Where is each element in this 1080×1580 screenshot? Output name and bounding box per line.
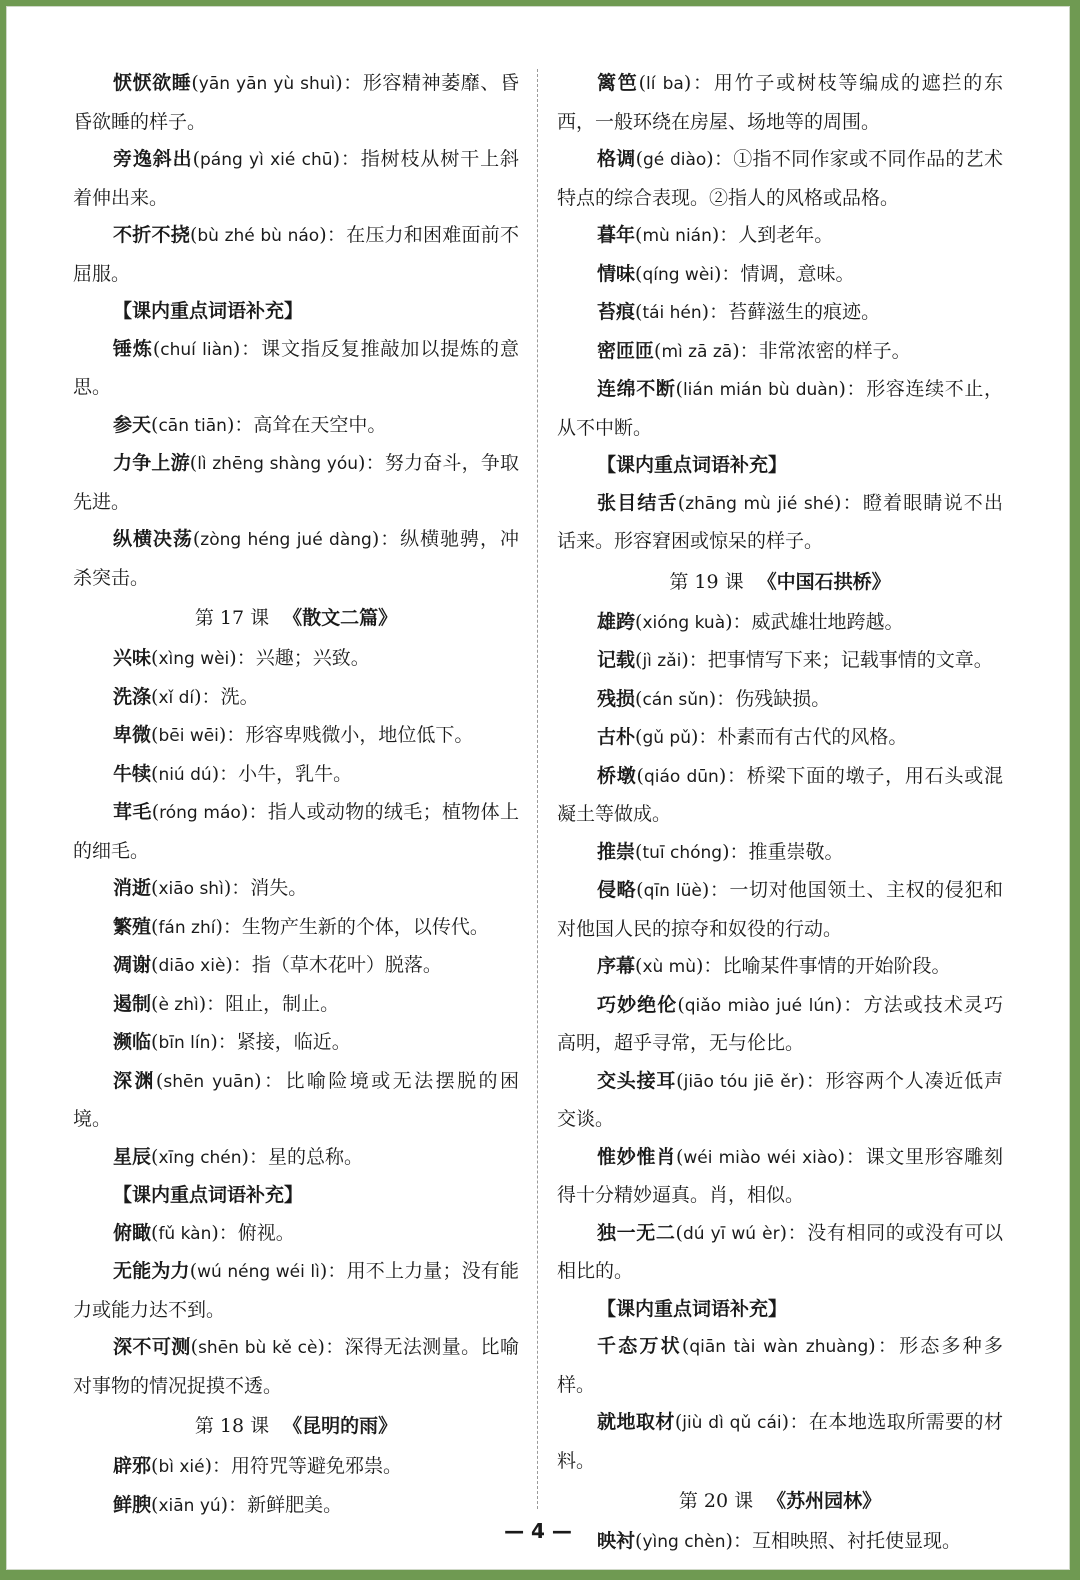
vocab-entry: 遏制(è zhì)：阻止，制止。: [113, 992, 340, 1015]
vocab-term: 残损: [597, 687, 636, 710]
vocab-entry: 牛犊(niú dú)：小牛，乳牛。: [113, 762, 353, 785]
vocab-term: 辟邪: [113, 1455, 152, 1477]
left-column: [73, 65, 519, 1525]
vocab-entry: 独一无二(dú yī wú èr)：没有相同的或没有可以相比的。: [557, 1221, 1003, 1282]
vocab-term: 格调: [597, 148, 636, 170]
vocab-entry: 映衬(yìng chèn)：互相映照、衬托使显现。: [597, 1530, 961, 1552]
vocab-definition: 兴趣；兴致。: [255, 647, 370, 669]
vocab-pinyin: è zhì: [158, 994, 199, 1015]
page-number: — 4 —: [504, 1519, 572, 1543]
vocab-definition: 情调，意味。: [740, 262, 855, 285]
vocab-term: 凋谢: [113, 954, 152, 976]
vocab-entry: 星辰(xīng chén)：星的总称。: [113, 1145, 363, 1168]
vocab-term: 连绵不断: [597, 378, 676, 400]
vocab-term: 推崇: [597, 840, 636, 863]
vocab-entry: 情味(qíng wèi)：情调，意味。: [597, 262, 855, 285]
vocab-definition: 形容连续不止，从不中断。: [557, 378, 1003, 439]
vocab-term: 雄跨: [597, 610, 636, 633]
lesson-title: 《昆明的雨》: [283, 1415, 398, 1437]
vocab-term: 俯瞰: [113, 1221, 152, 1244]
vocab-definition: 新鲜肥美。: [247, 1493, 343, 1516]
vocab-entry: 交头接耳(jiāo tóu jiē ěr)：形容两个人凑近低声交谈。: [557, 1069, 1003, 1130]
vocab-definition: 形容两个人凑近低声交谈。: [557, 1069, 1003, 1130]
vocab-definition: 瞪着眼睛说不出话来。形容窘困或惊呆的样子。: [557, 491, 1003, 552]
vocab-pinyin: gé diào: [643, 150, 707, 170]
vocab-pinyin: cán sǔn: [642, 689, 709, 710]
lesson-title: 《中国石拱桥》: [757, 570, 891, 593]
vocab-term: 桥墩: [597, 764, 637, 787]
vocab-definition: 互相映照、衬托使显现。: [751, 1530, 961, 1552]
vocab-term: 古朴: [597, 726, 636, 748]
vocab-pinyin: mì zā zā: [661, 341, 733, 362]
vocab-entry: 无能为力(wú néng wéi lì)：用不上力量；没有能力或能力达不到。: [73, 1260, 519, 1321]
vocab-definition: 苔藓滋生的痕迹。: [728, 301, 881, 323]
vocab-entry: 苔痕(tái hén)：苔藓滋生的痕迹。: [597, 301, 881, 323]
vocab-term: 张目结舌: [597, 491, 678, 514]
vocab-entry: 记载(jì zǎi)：把事情写下来；记载事情的文章。: [597, 649, 993, 671]
vocab-definition: 威武雄壮地跨越。: [751, 610, 904, 633]
vocab-term: 映衬: [597, 1530, 636, 1552]
vocab-definition: 方法或技术灵巧高明，超乎寻常，无与伦比。: [557, 993, 1003, 1054]
vocab-pinyin: gǔ pǔ: [642, 728, 691, 748]
vocab-pinyin: qiǎo miào jué lún: [684, 995, 835, 1016]
vocab-term: 锤炼: [113, 337, 153, 360]
vocab-pinyin: niú dú: [158, 764, 212, 785]
vocab-pinyin: zòng héng jué dàng: [200, 530, 372, 550]
vocab-pinyin: wéi miào wéi xiào: [683, 1147, 838, 1168]
vocab-entry: 桥墩(qiáo dūn)：桥梁下面的墩子，用石头或混凝土等做成。: [557, 764, 1003, 825]
vocab-term: 遏制: [113, 992, 152, 1015]
vocab-pinyin: zhāng mù jié shé: [685, 493, 835, 514]
vocab-definition: 用符咒等避免邪祟。: [231, 1455, 403, 1477]
vocab-pinyin: róng máo: [159, 803, 241, 823]
vocab-pinyin: fǔ kàn: [158, 1223, 212, 1244]
vocab-term: 力争上游: [113, 452, 190, 474]
supplement-heading: 【课内重点词语补充】: [597, 1297, 788, 1320]
vocab-definition: 朴素而有古代的风格。: [717, 726, 908, 748]
vocab-entry: 洗涤(xǐ dí)：洗。: [113, 685, 259, 708]
vocab-entry: 惟妙惟肖(wéi miào wéi xiào)：课文里形容雕刻得十分精妙逼真。肖，相似。: [557, 1145, 1003, 1206]
vocab-pinyin: lí ba: [646, 74, 684, 94]
vocab-definition: 在压力和困难面前不屈服。: [73, 224, 519, 285]
vocab-entry: 俯瞰(fǔ kàn)：俯视。: [113, 1221, 295, 1244]
vocab-term: 兴味: [113, 647, 152, 669]
vocab-term: 不折不挠: [113, 224, 190, 246]
lesson-heading: [557, 1480, 1003, 1523]
vocab-pinyin: fán zhí: [158, 917, 216, 938]
vocab-pinyin: qiān tài wàn zhuàng: [689, 1337, 869, 1357]
vocab-pinyin: qíng wèi: [642, 264, 715, 285]
vocab-pinyin: tuī chóng: [642, 842, 723, 863]
vocab-entry: 深不可测(shēn bù kě cè)：深得无法测量。比喻对事物的情况捉摸不透。: [73, 1336, 519, 1397]
vocab-term: 纵横决荡: [113, 528, 193, 550]
vocab-entry: 不折不挠(bù zhé bù náo)：在压力和困难面前不屈服。: [73, 224, 519, 285]
vocab-pinyin: páng yì xié chū: [199, 150, 333, 170]
vocab-term: 鲜腴: [113, 1493, 152, 1516]
vocab-definition: 阻止，制止。: [225, 992, 340, 1015]
column-divider: [537, 69, 538, 1509]
right-column: [557, 65, 1003, 1562]
vocab-term: 消逝: [113, 877, 152, 899]
vocab-definition: 努力奋斗，争取先进。: [73, 452, 519, 513]
vocab-term: 星辰: [113, 1145, 152, 1168]
vocab-entry: 凋谢(diāo xiè)：指（草木花叶）脱落。: [113, 954, 442, 976]
vocab-term: 濒临: [113, 1031, 152, 1053]
vocab-pinyin: xiāo shì: [158, 879, 224, 899]
vocab-pinyin: diāo xiè: [158, 956, 226, 976]
vocab-pinyin: lián mián bù duàn: [682, 380, 839, 400]
vocab-term: 参天: [113, 413, 152, 436]
vocab-entry: 旁逸斜出(páng yì xié chū)：指树枝从树干上斜着伸出来。: [73, 148, 519, 209]
vocab-pinyin: yān yān yù shuì: [198, 74, 336, 94]
vocab-pinyin: xiān yú: [158, 1495, 221, 1516]
vocab-entry: 力争上游(lì zhēng shàng yóu)：努力奋斗，争取先进。: [73, 452, 519, 513]
vocab-entry: 侵略(qīn lüè)：一切对他国领土、主权的侵犯和对他国人民的掠夺和奴役的行动。: [557, 879, 1003, 940]
vocab-term: 牛犊: [113, 762, 152, 785]
vocab-term: 深不可测: [113, 1336, 191, 1358]
lesson-heading: [73, 1405, 519, 1448]
vocab-definition: 紧接，临近。: [236, 1031, 351, 1053]
lesson-number: 第 17 课: [194, 607, 270, 629]
vocab-term: 茸毛: [113, 801, 152, 823]
vocab-term: 记载: [597, 649, 636, 671]
vocab-definition: 指（草木花叶）脱落。: [251, 954, 442, 976]
vocab-entry: 雄跨(xióng kuà)：威武雄壮地跨越。: [597, 610, 904, 633]
vocab-pinyin: bù zhé bù náo: [197, 226, 320, 246]
vocab-entry: 就地取材(jiù dì qǔ cái)：在本地选取所需要的材料。: [557, 1411, 1003, 1472]
vocab-pinyin: xìng wèi: [158, 649, 230, 669]
vocab-term: 苔痕: [597, 301, 636, 323]
vocab-entry: 锤炼(chuí liàn)：课文指反复推敲加以提炼的意思。: [73, 337, 519, 398]
vocab-pinyin: bīn lín: [158, 1033, 211, 1053]
supplement-heading: 【课内重点词语补充】: [113, 300, 304, 322]
vocab-pinyin: jiāo tóu jiē ěr: [683, 1071, 798, 1092]
vocab-definition: 用竹子或树枝等编成的遮拦的东西，一般环绕在房屋、场地等的周围。: [557, 72, 1003, 133]
lesson-number: 第 19 课: [669, 570, 744, 593]
vocab-entry: 序幕(xù mù)：比喻某件事情的开始阶段。: [597, 955, 951, 977]
lesson-title: 《散文二篇》: [283, 607, 398, 629]
vocab-entry: 恹恹欲睡(yān yān yù shuì)：形容精神萎靡、昏昏欲睡的样子。: [73, 72, 519, 133]
vocab-entry: 推崇(tuī chóng)：推重崇敬。: [597, 840, 844, 863]
vocab-term: 序幕: [597, 955, 636, 977]
vocab-definition: 比喻某件事情的开始阶段。: [722, 955, 951, 977]
vocab-pinyin: dú yī wú èr: [682, 1223, 780, 1244]
vocab-entry: 鲜腴(xiān yú)：新鲜肥美。: [113, 1493, 343, 1516]
vocab-definition: 洗。: [220, 685, 259, 708]
vocab-entry: 古朴(gǔ pǔ)：朴素而有古代的风格。: [597, 726, 908, 748]
vocab-definition: 小牛，乳牛。: [238, 762, 353, 785]
lesson-heading: [73, 597, 519, 640]
vocab-definition: 生物产生新的个体，以传代。: [241, 915, 489, 938]
vocab-pinyin: xīng chén: [158, 1147, 242, 1168]
vocab-definition: 指人或动物的绒毛；植物体上的细毛。: [73, 801, 519, 862]
vocab-term: 情味: [597, 262, 636, 285]
vocab-definition: 纵横驰骋，冲杀突击。: [73, 528, 519, 589]
vocab-pinyin: qiáo dūn: [643, 766, 719, 787]
vocab-entry: 篱笆(lí ba)：用竹子或树枝等编成的遮拦的东西，一般环绕在房屋、场地等的周围。: [557, 72, 1003, 133]
vocab-entry: 格调(gé diào)：①指不同作家或不同作品的艺术特点的综合表现。②指人的风格或品格。: [557, 148, 1003, 209]
vocab-entry: 张目结舌(zhāng mù jié shé)：瞪着眼睛说不出话来。形容窘困或惊呆的样子。: [557, 491, 1003, 552]
vocab-entry: 千态万状(qiān tài wàn zhuàng)：形态多种多样。: [557, 1335, 1003, 1396]
vocab-definition: 形容精神萎靡、昏昏欲睡的样子。: [73, 72, 519, 133]
vocab-term: 巧妙绝伦: [597, 993, 678, 1016]
vocab-term: 篱笆: [597, 72, 639, 94]
supplement-heading: 【课内重点词语补充】: [113, 1184, 304, 1206]
vocab-pinyin: xù mù: [642, 957, 697, 977]
vocab-definition: 形容卑贱微小，地位低下。: [245, 724, 474, 746]
vocab-term: 独一无二: [597, 1221, 676, 1244]
vocab-entry: 残损(cán sǔn)：伤残缺损。: [597, 687, 831, 710]
vocab-definition: 比喻险境或无法摆脱的困境。: [73, 1069, 519, 1130]
vocab-pinyin: chuí liàn: [160, 339, 233, 360]
vocab-definition: ①指不同作家或不同作品的艺术特点的综合表现。②指人的风格或品格。: [557, 148, 1003, 209]
vocab-entry: 连绵不断(lián mián bù duàn)：形容连续不止，从不中断。: [557, 378, 1003, 439]
vocab-pinyin: jì zǎi: [642, 651, 682, 671]
lesson-number: 第 20 课: [678, 1490, 754, 1512]
vocab-entry: 濒临(bīn lín)：紧接，临近。: [113, 1031, 351, 1053]
vocab-pinyin: xǐ dí: [158, 687, 195, 708]
vocab-entry: 繁殖(fán zhí)：生物产生新的个体，以传代。: [113, 915, 489, 938]
vocab-definition: 桥梁下面的墩子，用石头或混凝土等做成。: [557, 764, 1003, 825]
vocab-term: 繁殖: [113, 915, 152, 938]
vocab-definition: 人到老年。: [738, 224, 834, 246]
vocab-pinyin: qīn lüè: [643, 881, 702, 901]
vocab-term: 千态万状: [597, 1335, 682, 1357]
vocab-pinyin: jiù dì qǔ cái: [682, 1413, 782, 1433]
vocab-definition: 形态多种多样。: [557, 1335, 1003, 1396]
vocab-entry: 密匝匝(mì zā zā)：非常浓密的样子。: [597, 339, 911, 362]
vocab-term: 惟妙惟肖: [597, 1145, 676, 1168]
vocab-entry: 消逝(xiāo shì)：消失。: [113, 877, 308, 899]
vocab-entry: 巧妙绝伦(qiǎo miào jué lún)：方法或技术灵巧高明，超乎寻常，无与伦比。: [557, 993, 1003, 1054]
lesson-number: 第 18 课: [194, 1415, 270, 1437]
vocab-entry: 辟邪(bì xié)：用符咒等避免邪祟。: [113, 1455, 403, 1477]
lesson-title: 《苏州园林》: [767, 1490, 882, 1512]
vocab-entry: 暮年(mù nián)：人到老年。: [597, 224, 834, 246]
vocab-term: 洗涤: [113, 685, 152, 708]
vocab-term: 卑微: [113, 724, 152, 746]
vocab-entry: 深渊(shēn yuān)：比喻险境或无法摆脱的困境。: [73, 1069, 519, 1130]
vocab-pinyin: xióng kuà: [642, 612, 726, 633]
vocab-pinyin: mù nián: [642, 226, 712, 246]
vocab-pinyin: bēi wēi: [158, 726, 219, 746]
vocab-definition: 星的总称。: [267, 1145, 363, 1168]
vocab-term: 侵略: [597, 879, 637, 901]
vocab-term: 恹恹欲睡: [113, 72, 192, 94]
vocab-definition: 俯视。: [237, 1221, 295, 1244]
vocab-term: 深渊: [113, 1069, 156, 1092]
vocab-pinyin: tái hén: [642, 303, 702, 323]
vocab-definition: 没有相同的或没有可以相比的。: [557, 1221, 1003, 1282]
vocab-definition: 课文指反复推敲加以提炼的意思。: [73, 337, 519, 398]
vocab-pinyin: yìng chèn: [642, 1532, 726, 1552]
vocab-definition: 伤残缺损。: [735, 687, 831, 710]
vocab-definition: 消失。: [250, 877, 308, 899]
vocab-term: 暮年: [597, 224, 636, 246]
vocab-pinyin: cān tiān: [158, 415, 227, 436]
supplement-heading: 【课内重点词语补充】: [597, 454, 788, 476]
vocab-definition: 把事情写下来；记载事情的文章。: [707, 649, 993, 671]
vocab-definition: 推重崇敬。: [748, 840, 844, 863]
vocab-term: 交头接耳: [597, 1069, 677, 1092]
vocab-term: 旁逸斜出: [113, 148, 193, 170]
vocab-entry: 纵横决荡(zòng héng jué dàng)：纵横驰骋，冲杀突击。: [73, 528, 519, 589]
vocab-pinyin: bì xié: [158, 1457, 205, 1477]
vocab-pinyin: wú néng wéi lì: [197, 1262, 320, 1282]
vocab-pinyin: shēn yuān: [163, 1071, 255, 1092]
vocab-definition: 在本地选取所需要的材料。: [557, 1411, 1003, 1472]
page-sheet: [6, 6, 1070, 1570]
vocab-entry: 卑微(bēi wēi)：形容卑贱微小，地位低下。: [113, 724, 474, 746]
vocab-term: 无能为力: [113, 1260, 190, 1282]
vocab-entry: 兴味(xìng wèi)：兴趣；兴致。: [113, 647, 370, 669]
vocab-pinyin: lì zhēng shàng yóu: [197, 454, 359, 474]
vocab-definition: 课文里形容雕刻得十分精妙逼真。肖，相似。: [557, 1145, 1003, 1206]
vocab-definition: 一切对他国领土、主权的侵犯和对他国人民的掠夺和奴役的行动。: [557, 879, 1003, 940]
vocab-entry: 茸毛(róng máo)：指人或动物的绒毛；植物体上的细毛。: [73, 801, 519, 862]
vocab-entry: 参天(cān tiān)：高耸在天空中。: [113, 413, 387, 436]
vocab-term: 就地取材: [597, 1411, 675, 1433]
vocab-definition: 深得无法测量。比喻对事物的情况捉摸不透。: [73, 1336, 519, 1397]
vocab-definition: 高耸在天空中。: [253, 413, 387, 436]
vocab-definition: 用不上力量；没有能力或能力达不到。: [73, 1260, 519, 1321]
vocab-definition: 非常浓密的样子。: [758, 339, 911, 362]
vocab-pinyin: shēn bù kě cè: [198, 1338, 318, 1358]
lesson-heading: [557, 561, 1003, 604]
vocab-term: 密匝匝: [597, 339, 655, 362]
vocab-definition: 指树枝从树干上斜着伸出来。: [73, 148, 519, 209]
